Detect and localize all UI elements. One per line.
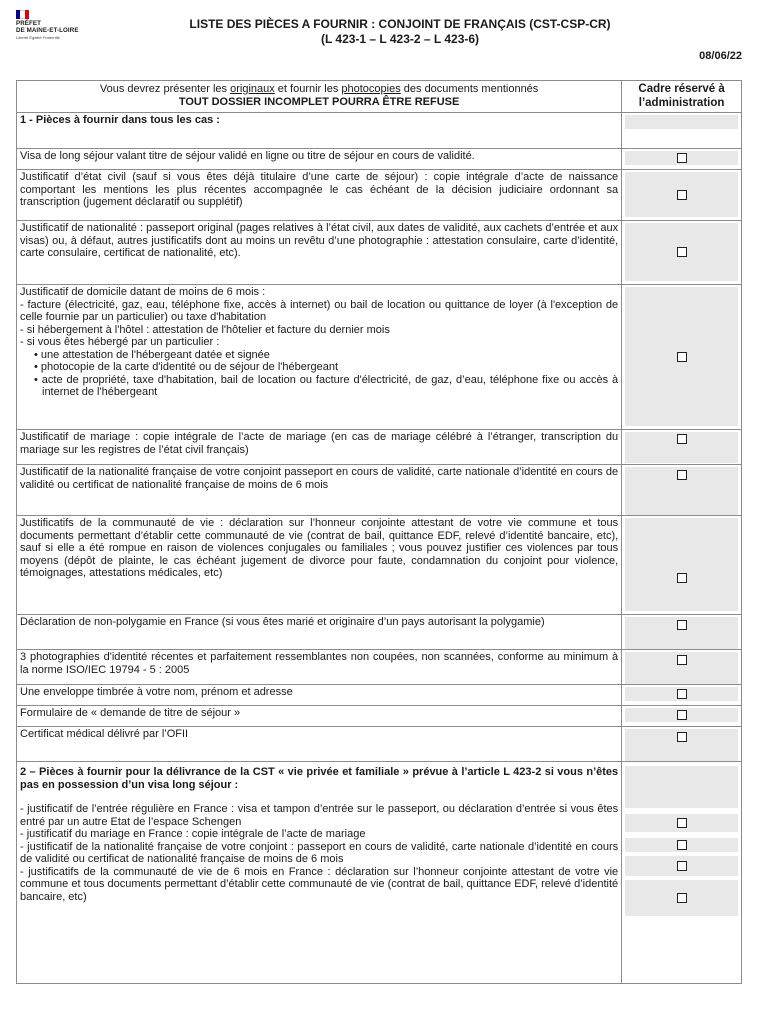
table-row [17, 685, 742, 706]
table-row [17, 615, 742, 650]
admin-cell [622, 762, 742, 984]
admin-box [625, 652, 738, 684]
intro-part-b: et fournir les [274, 83, 342, 95]
checkbox-enveloppe[interactable] [677, 689, 687, 699]
item-cell [17, 149, 622, 170]
domicile-c1: • une attestation de l'hébergeant datée et signée [34, 348, 270, 361]
admin-shade [625, 766, 738, 808]
item-cell [17, 465, 622, 516]
checkbox-s2-communaute[interactable] [677, 893, 687, 903]
admin-shade [625, 115, 738, 129]
table-row [17, 706, 742, 727]
section2-item3: - justificatif de la nationalité française de votre conjoint : passeport en cours de validité, carte nationale d’identité en cours de validité ou certificat de nationalité française de moins de 6 mois [20, 840, 619, 865]
item-mariage: Justificatif de mariage : copie intégrale de l’acte de mariage (en cas de mariage célébré à l’étranger, transcription du mariage sur les registres de l’état civil français) [20, 431, 619, 456]
checkbox-photos[interactable] [677, 655, 687, 665]
admin-box [625, 838, 738, 852]
intro-part-c: des documents mentionnés [400, 83, 539, 95]
admin-cell [622, 465, 742, 516]
item-cell [17, 516, 622, 615]
item-enveloppe: Une enveloppe timbrée à votre nom, prénom et adresse [20, 686, 293, 698]
checkbox-s2-mariage[interactable] [677, 840, 687, 850]
table-row [17, 285, 742, 430]
admin-cell [622, 430, 742, 465]
admin-cell [622, 170, 742, 221]
admin-box [625, 814, 738, 832]
admin-box [625, 172, 738, 217]
admin-column-header: Cadre réservé à l’administration [622, 81, 742, 113]
title-line2: (L 423-1 – L 423-2 – L 423-6) [320, 32, 480, 46]
page-title [120, 17, 680, 47]
domicile-c2: • photocopie de la carte d'identité ou de séjour de l'hébergeant [34, 361, 339, 373]
admin-box [625, 687, 738, 701]
section1-title-row [17, 113, 742, 149]
item-cell [17, 650, 622, 685]
domicile-a: - facture (électricité, gaz, eau, téléphone fixe, accès à internet) ou bail de location ou quittance de loyer (à l'exception de celle fournie par un particulier) ou taxe d'habitation [20, 298, 619, 323]
admin-cell [622, 615, 742, 650]
table-row [17, 430, 742, 465]
admin-cell [622, 685, 742, 706]
section2-title: 2 – Pièces à fournir pour la délivrance de la CST « vie privée et familiale » prévue à l’article L 423-2 si vous n’êtes pas en possession d’un visa long séjour : [20, 766, 619, 791]
table-row [17, 221, 742, 285]
admin-box [625, 708, 738, 722]
logo-line1: PRÉFET [16, 20, 42, 27]
checkbox-s2-entree[interactable] [677, 818, 687, 828]
checkbox-etat-civil[interactable] [677, 190, 687, 200]
item-certificat: Certificat médical délivré par l’OFII [20, 728, 189, 740]
checkbox-communaute[interactable] [677, 573, 687, 583]
item-cell [17, 430, 622, 465]
checkbox-nationalite[interactable] [677, 247, 687, 257]
section1-title-cell [17, 113, 622, 149]
item-nat-conjoint: Justificatif de la nationalité française de votre conjoint passeport en cours de validité, carte nationale d’identité en cours de validité ou certificat de nationalité française de moins de 6 mois [20, 466, 619, 491]
admin-box [625, 729, 738, 761]
item-cell [17, 615, 622, 650]
admin-cell [622, 727, 742, 762]
domicile-c: - si vous êtes hébergé par un particulier : [20, 336, 220, 348]
admin-box [625, 223, 738, 281]
table-row [17, 650, 742, 685]
section2-row [17, 762, 742, 984]
checkbox-formulaire[interactable] [677, 710, 687, 720]
item-cell [17, 685, 622, 706]
item-formulaire: Formulaire de « demande de titre de séjour » [20, 707, 241, 719]
admin-cell [622, 650, 742, 685]
flag-icon [16, 10, 29, 19]
section2-item1: - justificatif de l’entrée régulière en France : visa et tampon d’entrée sur le passeport, ou déclaration d’entrée si vous êtes entré par un autre Etat de l’espace Schengen [20, 803, 619, 828]
admin-box [625, 518, 738, 611]
table-row [17, 170, 742, 221]
checkbox-domicile[interactable] [677, 352, 687, 362]
checkbox-s2-nationalite[interactable] [677, 861, 687, 871]
domicile-b: - si hébergement à l'hôtel : attestation de l'hôtelier et facture du dernier mois [20, 323, 390, 336]
prefecture-logo [16, 10, 106, 40]
intro-photocopies: photocopies [341, 83, 401, 95]
section2-item4: - justificatifs de la communauté de vie de 6 mois en France : déclaration sur l’honneur conjointe attestant de votre vie commune et tous documents permettant d’établir cette communauté de vie (contrat de bail, quittance EDF, relevé d’identité bancaire, etc) [20, 865, 619, 903]
item-cell [17, 170, 622, 221]
logo-line2: DE MAINE-ET-LOIRE [16, 27, 79, 34]
logo-motto: Liberté Égalité Fraternité [16, 35, 60, 40]
incomplete-warning: TOUT DOSSIER INCOMPLET POURRA ÊTRE REFUSE [178, 95, 460, 108]
domicile-title: Justificatif de domicile datant de moins de 6 mois : [20, 286, 266, 298]
admin-box [625, 432, 738, 463]
section2-cell [17, 762, 622, 984]
admin-cell [622, 113, 742, 149]
admin-cell [622, 221, 742, 285]
admin-cell [622, 516, 742, 615]
table-row [17, 465, 742, 516]
intro-cell [17, 81, 622, 113]
intro-part-a: Vous devrez présenter les [99, 83, 231, 95]
admin-box [625, 617, 738, 649]
section2-item2: - justificatif du mariage en France : copie intégrale de l’acte de mariage [20, 828, 366, 840]
admin-cell [622, 285, 742, 430]
admin-box [625, 880, 738, 916]
domicile-c3: • acte de propriété, taxe d'habitation, bail de location ou facture d'électricité, de gaz, d’eau, téléphone fixe ou accès à internet de l'hébergeant [34, 373, 619, 398]
admin-cell [622, 149, 742, 170]
document-date: 08/06/22 [699, 50, 742, 62]
item-cell [17, 727, 622, 762]
section1-title: 1 - Pièces à fournir dans tous les cas : [20, 114, 220, 126]
intro-originaux: originaux [230, 83, 275, 95]
checkbox-nat-conjoint[interactable] [677, 470, 687, 480]
documents-table [16, 80, 742, 984]
item-cell [17, 285, 622, 430]
item-cell [17, 706, 622, 727]
checkbox-visa[interactable] [677, 153, 687, 163]
table-header-row [17, 81, 742, 113]
checkbox-mariage[interactable] [677, 434, 687, 444]
table-row [17, 149, 742, 170]
checkbox-polygamie[interactable] [677, 620, 687, 630]
admin-box [625, 467, 738, 515]
item-photos: 3 photographies d'identité récentes et parfaitement ressemblantes non coupées, non scannées, conforme au minimum à la norme ISO/IEC 19794 - 5 : 2005 [20, 651, 619, 676]
item-communaute: Justificatifs de la communauté de vie : déclaration sur l’honneur conjointe attestant de votre vie commune et tous documents permettant d’établir cette communauté de vie (contrat de bail, quittance EDF, relevé d’identité bancaire, etc), sauf si elle a été rompue en raison de violences conjugales ou familiales ; vous pouvez justifier ces violences par tous moyens (dépôt de plainte, le cas échéant jugement de divorce pour faute, condamnation du conjoint pour violence, témoignages, attestations médicales, etc) [20, 517, 619, 579]
checkbox-certificat[interactable] [677, 732, 687, 742]
item-etat-civil: Justificatif d’état civil (sauf si vous êtes déjà titulaire d’une carte de séjour) : copie intégrale d’acte de naissance comportant les mentions les plus récentes accompagnée le cas échéant de la décision judiciaire ordonnant sa transcription (jugement déclaratif ou supplétif) [20, 171, 619, 208]
admin-cell [622, 706, 742, 727]
table-row [17, 727, 742, 762]
admin-box [625, 287, 738, 426]
title-line1: LISTE DES PIÈCES A FOURNIR : CONJOINT DE FRANÇAIS (CST-CSP-CR) [189, 17, 611, 31]
item-cell [17, 221, 622, 285]
item-nationalite: Justificatif de nationalité : passeport original (pages relatives à l’état civil, aux dates de validité, aux cachets d’entrée et aux visas) ou, à défaut, autres justificatifs dont au moins un revêtu d’une photographie : attestation consulaire, carte d’identité, carte consulaire, certificat de nationalité, etc). [20, 222, 619, 259]
item-polygamie: Déclaration de non-polygamie en France (si vous êtes marié et originaire d’un pays autorisant la polygamie) [20, 616, 545, 628]
intro-text [20, 83, 618, 96]
item-visa: Visa de long séjour valant titre de séjour validé en ligne ou titre de séjour en cours de validité. [20, 150, 475, 162]
admin-box [625, 151, 738, 165]
flag-red [25, 10, 29, 19]
admin-box [625, 856, 738, 876]
table-row [17, 516, 742, 615]
